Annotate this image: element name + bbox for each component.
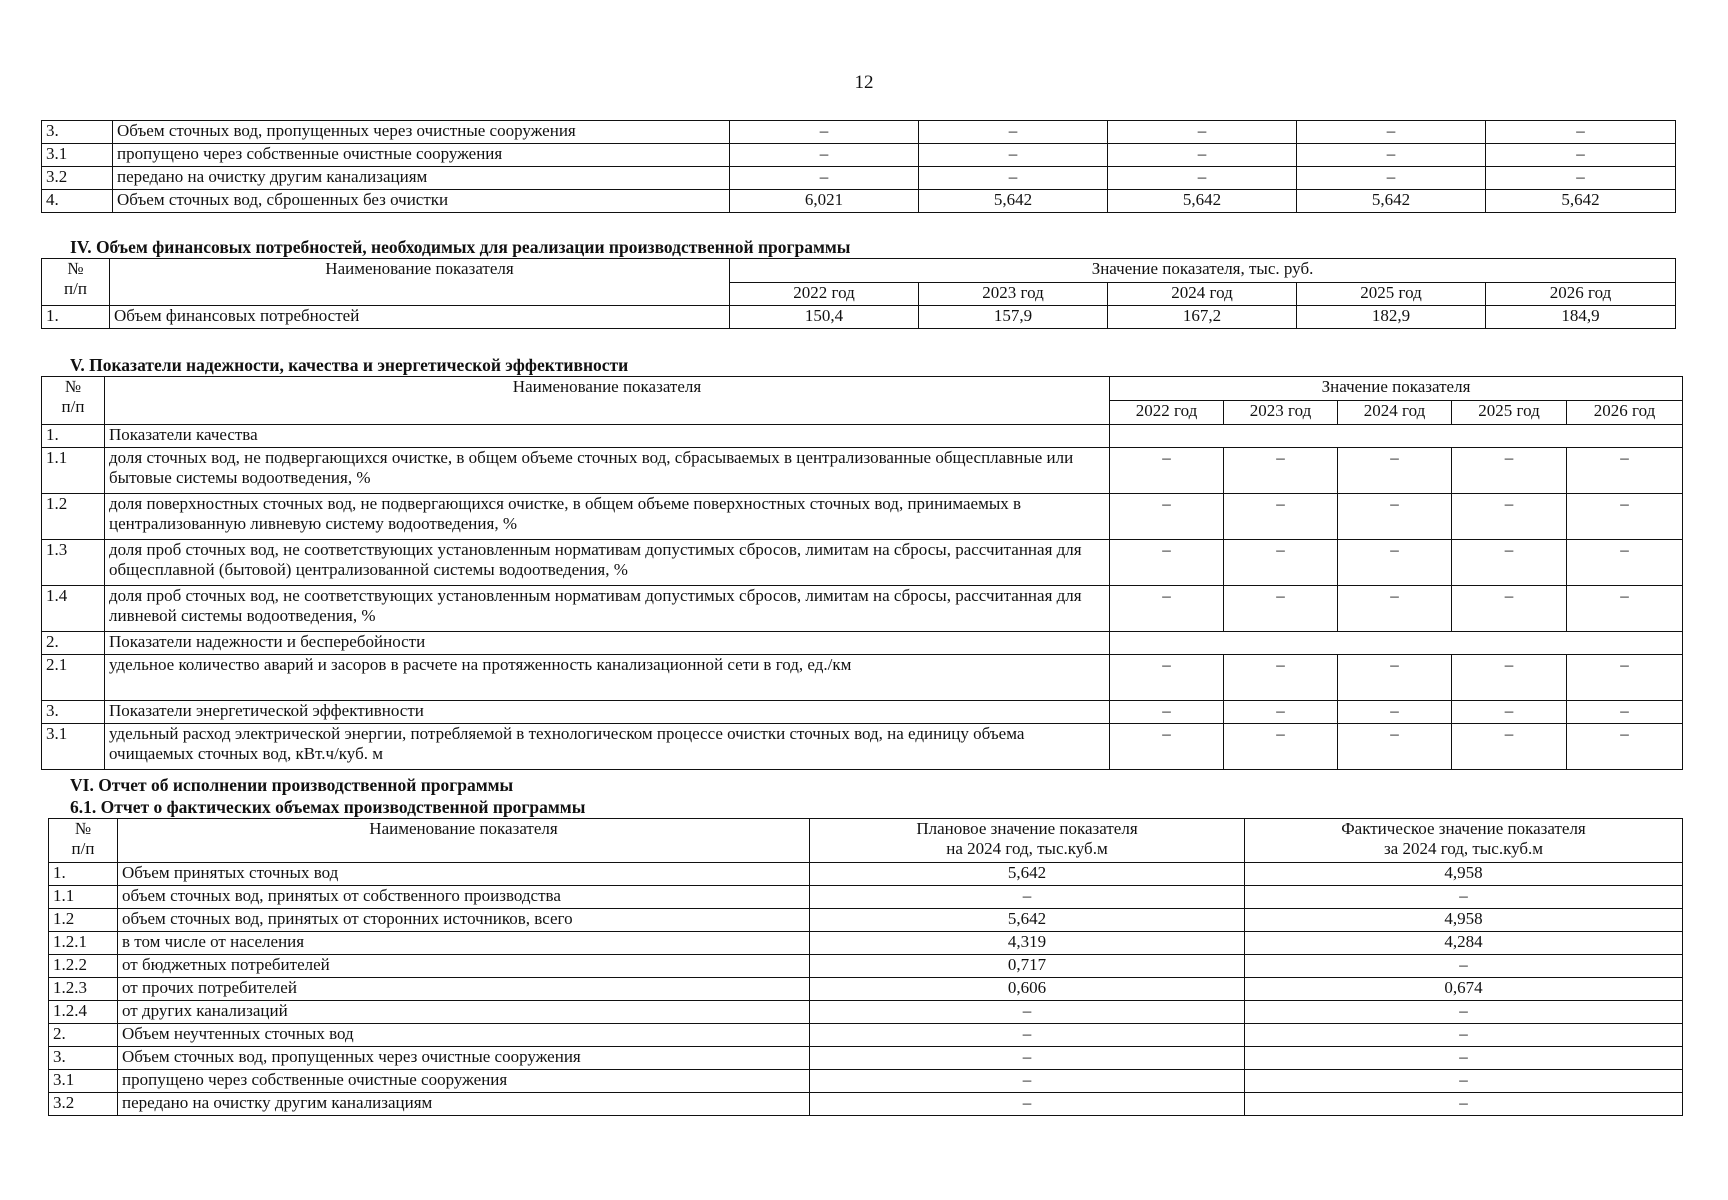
table-row [49, 1070, 1683, 1093]
row-value: – [1452, 724, 1567, 770]
row-value: – [919, 121, 1108, 144]
row-name: Объем принятых сточных вод [118, 863, 810, 886]
row-value: – [1297, 167, 1486, 190]
row-value: – [1108, 121, 1297, 144]
row-value: 5,642 [919, 190, 1108, 213]
value-header: Значение показателя, тыс. руб. [730, 259, 1676, 283]
row-name: доля проб сточных вод, не соответствующих установленным нормативам допустимых сбросов, лимитам на сбросы, рассчитанная для ливневой системы водоотведения, % [105, 586, 1110, 632]
row-name: Объем финансовых потребностей [110, 306, 730, 329]
plan-value: – [810, 1024, 1245, 1047]
row-value: – [1224, 701, 1338, 724]
row-value: 157,9 [919, 306, 1108, 329]
row-name: доля проб сточных вод, не соответствующих установленным нормативам допустимых сбросов, лимитам на сбросы, рассчитанная для общесплавной (бытовой) централизованной системы водоотведения, % [105, 540, 1110, 586]
table-row [42, 540, 1683, 586]
fact-header: Фактическое значение показателя за 2024 год, тыс.куб.м [1245, 819, 1683, 863]
row-value: 167,2 [1108, 306, 1297, 329]
row-value: – [1567, 701, 1683, 724]
plan-value: – [810, 1070, 1245, 1093]
row-value: – [1224, 494, 1338, 540]
row-name: доля сточных вод, не подвергающихся очистке, в общем объеме сточных вод, сбрасываемых в централизованные общесплавные или бытовые системы водоотведения, % [105, 448, 1110, 494]
row-value: – [1338, 540, 1452, 586]
row-name: от бюджетных потребителей [118, 955, 810, 978]
row-value: 182,9 [1297, 306, 1486, 329]
row-number: 1.1 [42, 448, 105, 494]
name-header: Наименование показателя [105, 377, 1110, 425]
row-value-empty [1110, 632, 1683, 655]
table-row [42, 306, 1676, 329]
continuation-table [41, 120, 1676, 213]
plan-value: – [810, 1093, 1245, 1116]
table-row [49, 886, 1683, 909]
fact-value: – [1245, 1070, 1683, 1093]
number-header: № п/п [42, 377, 105, 425]
row-name: доля поверхностных сточных вод, не подвергающихся очистке, в общем объеме поверхностных сточных вод, принимаемых в централизованную ливневую систему водоотведения, % [105, 494, 1110, 540]
table-row [42, 632, 1683, 655]
row-name: Показатели надежности и бесперебойности [105, 632, 1110, 655]
row-value: – [1110, 448, 1224, 494]
year-header: 2023 год [1224, 401, 1338, 425]
row-value: – [1338, 448, 1452, 494]
row-number: 3.1 [42, 724, 105, 770]
row-number: 1.4 [42, 586, 105, 632]
table-row [49, 1093, 1683, 1116]
year-header: 2022 год [730, 283, 919, 306]
row-name: передано на очистку другим канализациям [113, 167, 730, 190]
row-number: 1.2.2 [49, 955, 118, 978]
table-row [49, 1024, 1683, 1047]
row-name: от прочих потребителей [118, 978, 810, 1001]
row-number: 2. [49, 1024, 118, 1047]
table-row [49, 932, 1683, 955]
row-number: 3. [49, 1047, 118, 1070]
table-row [42, 167, 1676, 190]
table-row [49, 978, 1683, 1001]
row-value: – [1486, 121, 1676, 144]
row-value: – [1338, 724, 1452, 770]
row-value: – [1452, 540, 1567, 586]
year-header: 2022 год [1110, 401, 1224, 425]
row-name: пропущено через собственные очистные сооружения [118, 1070, 810, 1093]
fact-value: – [1245, 886, 1683, 909]
row-value: – [1338, 701, 1452, 724]
row-value: – [1224, 448, 1338, 494]
table-row [49, 955, 1683, 978]
row-value: – [1486, 144, 1676, 167]
row-value: – [1297, 144, 1486, 167]
row-number: 3.1 [42, 144, 113, 167]
row-value: – [1110, 655, 1224, 701]
table-row [42, 724, 1683, 770]
year-header: 2026 год [1567, 401, 1683, 425]
row-value: – [919, 167, 1108, 190]
fact-value: 4,958 [1245, 909, 1683, 932]
name-header: Наименование показателя [118, 819, 810, 863]
row-name: Показатели энергетической эффективности [105, 701, 1110, 724]
row-number: 1.2.3 [49, 978, 118, 1001]
table-row [49, 1047, 1683, 1070]
fact-value: 0,674 [1245, 978, 1683, 1001]
row-value: – [730, 121, 919, 144]
row-value: – [1224, 540, 1338, 586]
section-6-title: VI. Отчет об исполнении производственной программы [70, 775, 514, 795]
row-value: – [1297, 121, 1486, 144]
row-value: 5,642 [1297, 190, 1486, 213]
year-header: 2025 год [1452, 401, 1567, 425]
fact-value: – [1245, 955, 1683, 978]
plan-value: 0,606 [810, 978, 1245, 1001]
number-header: № п/п [49, 819, 118, 863]
fact-value: – [1245, 1093, 1683, 1116]
row-value: – [1567, 724, 1683, 770]
row-number: 4. [42, 190, 113, 213]
actual-volumes-table [48, 818, 1683, 1116]
financial-needs-table [41, 258, 1676, 329]
row-value: – [1110, 494, 1224, 540]
row-name: передано на очистку другим канализациям [118, 1093, 810, 1116]
row-name: Объем сточных вод, пропущенных через очистные сооружения [118, 1047, 810, 1070]
table-row [42, 190, 1676, 213]
row-name: удельное количество аварий и засоров в расчете на протяженность канализационной сети в год, ед./км [105, 655, 1110, 701]
row-number: 1.2.1 [49, 932, 118, 955]
fact-value: 4,284 [1245, 932, 1683, 955]
year-header: 2023 год [919, 283, 1108, 306]
row-value: – [1452, 701, 1567, 724]
row-value: 150,4 [730, 306, 919, 329]
section-6-subtitle: 6.1. Отчет о фактических объемах производственной программы [70, 797, 586, 817]
row-name: пропущено через собственные очистные сооружения [113, 144, 730, 167]
row-number: 3.2 [42, 167, 113, 190]
row-value: 184,9 [1486, 306, 1676, 329]
fact-value: 4,958 [1245, 863, 1683, 886]
row-value: – [1224, 586, 1338, 632]
row-value: – [1452, 448, 1567, 494]
row-name: Объем неучтенных сточных вод [118, 1024, 810, 1047]
plan-value: 4,319 [810, 932, 1245, 955]
row-value: – [1452, 494, 1567, 540]
row-value: – [1110, 724, 1224, 770]
row-value: – [730, 144, 919, 167]
row-number: 2. [42, 632, 105, 655]
table-row [42, 121, 1676, 144]
row-number: 3.1 [49, 1070, 118, 1093]
row-value: – [1567, 586, 1683, 632]
row-value: – [1452, 655, 1567, 701]
row-value: – [1452, 586, 1567, 632]
row-value: 5,642 [1108, 190, 1297, 213]
row-name: в том числе от населения [118, 932, 810, 955]
year-header: 2024 год [1108, 283, 1297, 306]
row-number: 2.1 [42, 655, 105, 701]
row-value: – [1224, 724, 1338, 770]
year-header: 2025 год [1297, 283, 1486, 306]
row-name: удельный расход электрической энергии, потребляемой в технологическом процессе очистки сточных вод, на единицу объема очищаемых сточных вод, кВт.ч/куб. м [105, 724, 1110, 770]
row-value: – [1110, 586, 1224, 632]
row-value: – [1486, 167, 1676, 190]
row-value: – [1338, 494, 1452, 540]
table-row [49, 863, 1683, 886]
plan-value: – [810, 886, 1245, 909]
row-value: – [1567, 494, 1683, 540]
row-value-empty [1110, 425, 1683, 448]
row-name: Объем сточных вод, сброшенных без очистки [113, 190, 730, 213]
row-name: объем сточных вод, принятых от сторонних источников, всего [118, 909, 810, 932]
table-row [42, 448, 1683, 494]
fact-value: – [1245, 1024, 1683, 1047]
table-row [42, 425, 1683, 448]
name-header: Наименование показателя [110, 259, 730, 306]
row-value: – [1108, 167, 1297, 190]
plan-value: 5,642 [810, 863, 1245, 886]
fact-value: – [1245, 1047, 1683, 1070]
fact-value: – [1245, 1001, 1683, 1024]
row-value: – [1110, 701, 1224, 724]
row-value: 5,642 [1486, 190, 1676, 213]
row-value: – [1110, 540, 1224, 586]
section-4-title: IV. Объем финансовых потребностей, необходимых для реализации производственной программы [70, 237, 851, 257]
value-header: Значение показателя [1110, 377, 1683, 401]
table-row [42, 701, 1683, 724]
row-value: – [919, 144, 1108, 167]
year-header: 2026 год [1486, 283, 1676, 306]
row-value: – [1338, 655, 1452, 701]
row-name: Показатели качества [105, 425, 1110, 448]
plan-value: – [810, 1001, 1245, 1024]
row-number: 3. [42, 701, 105, 724]
row-number: 1.2 [42, 494, 105, 540]
row-value: – [1567, 540, 1683, 586]
row-value: – [1567, 448, 1683, 494]
number-header: № п/п [42, 259, 110, 306]
row-number: 1. [42, 425, 105, 448]
plan-value: – [810, 1047, 1245, 1070]
row-number: 1.2 [49, 909, 118, 932]
row-name: Объем сточных вод, пропущенных через очистные сооружения [113, 121, 730, 144]
row-number: 1. [49, 863, 118, 886]
table-row [49, 1001, 1683, 1024]
table-row [49, 909, 1683, 932]
row-number: 1. [42, 306, 110, 329]
row-number: 3.2 [49, 1093, 118, 1116]
table-row [42, 144, 1676, 167]
row-number: 1.2.4 [49, 1001, 118, 1024]
row-number: 1.1 [49, 886, 118, 909]
table-row [42, 655, 1683, 701]
table-row [42, 494, 1683, 540]
row-number: 1.3 [42, 540, 105, 586]
table-row [42, 586, 1683, 632]
page-number: 12 [854, 72, 874, 93]
row-value: – [1224, 655, 1338, 701]
section-5-title: V. Показатели надежности, качества и энергетической эффективности [70, 355, 629, 375]
row-value: 6,021 [730, 190, 919, 213]
row-number: 3. [42, 121, 113, 144]
row-name: от других канализаций [118, 1001, 810, 1024]
plan-value: 0,717 [810, 955, 1245, 978]
quality-indicators-table [41, 376, 1683, 770]
row-value: – [1338, 586, 1452, 632]
year-header: 2024 год [1338, 401, 1452, 425]
row-value: – [730, 167, 919, 190]
plan-header: Плановое значение показателя на 2024 год, тыс.куб.м [810, 819, 1245, 863]
row-name: объем сточных вод, принятых от собственного производства [118, 886, 810, 909]
row-value: – [1108, 144, 1297, 167]
plan-value: 5,642 [810, 909, 1245, 932]
row-value: – [1567, 655, 1683, 701]
